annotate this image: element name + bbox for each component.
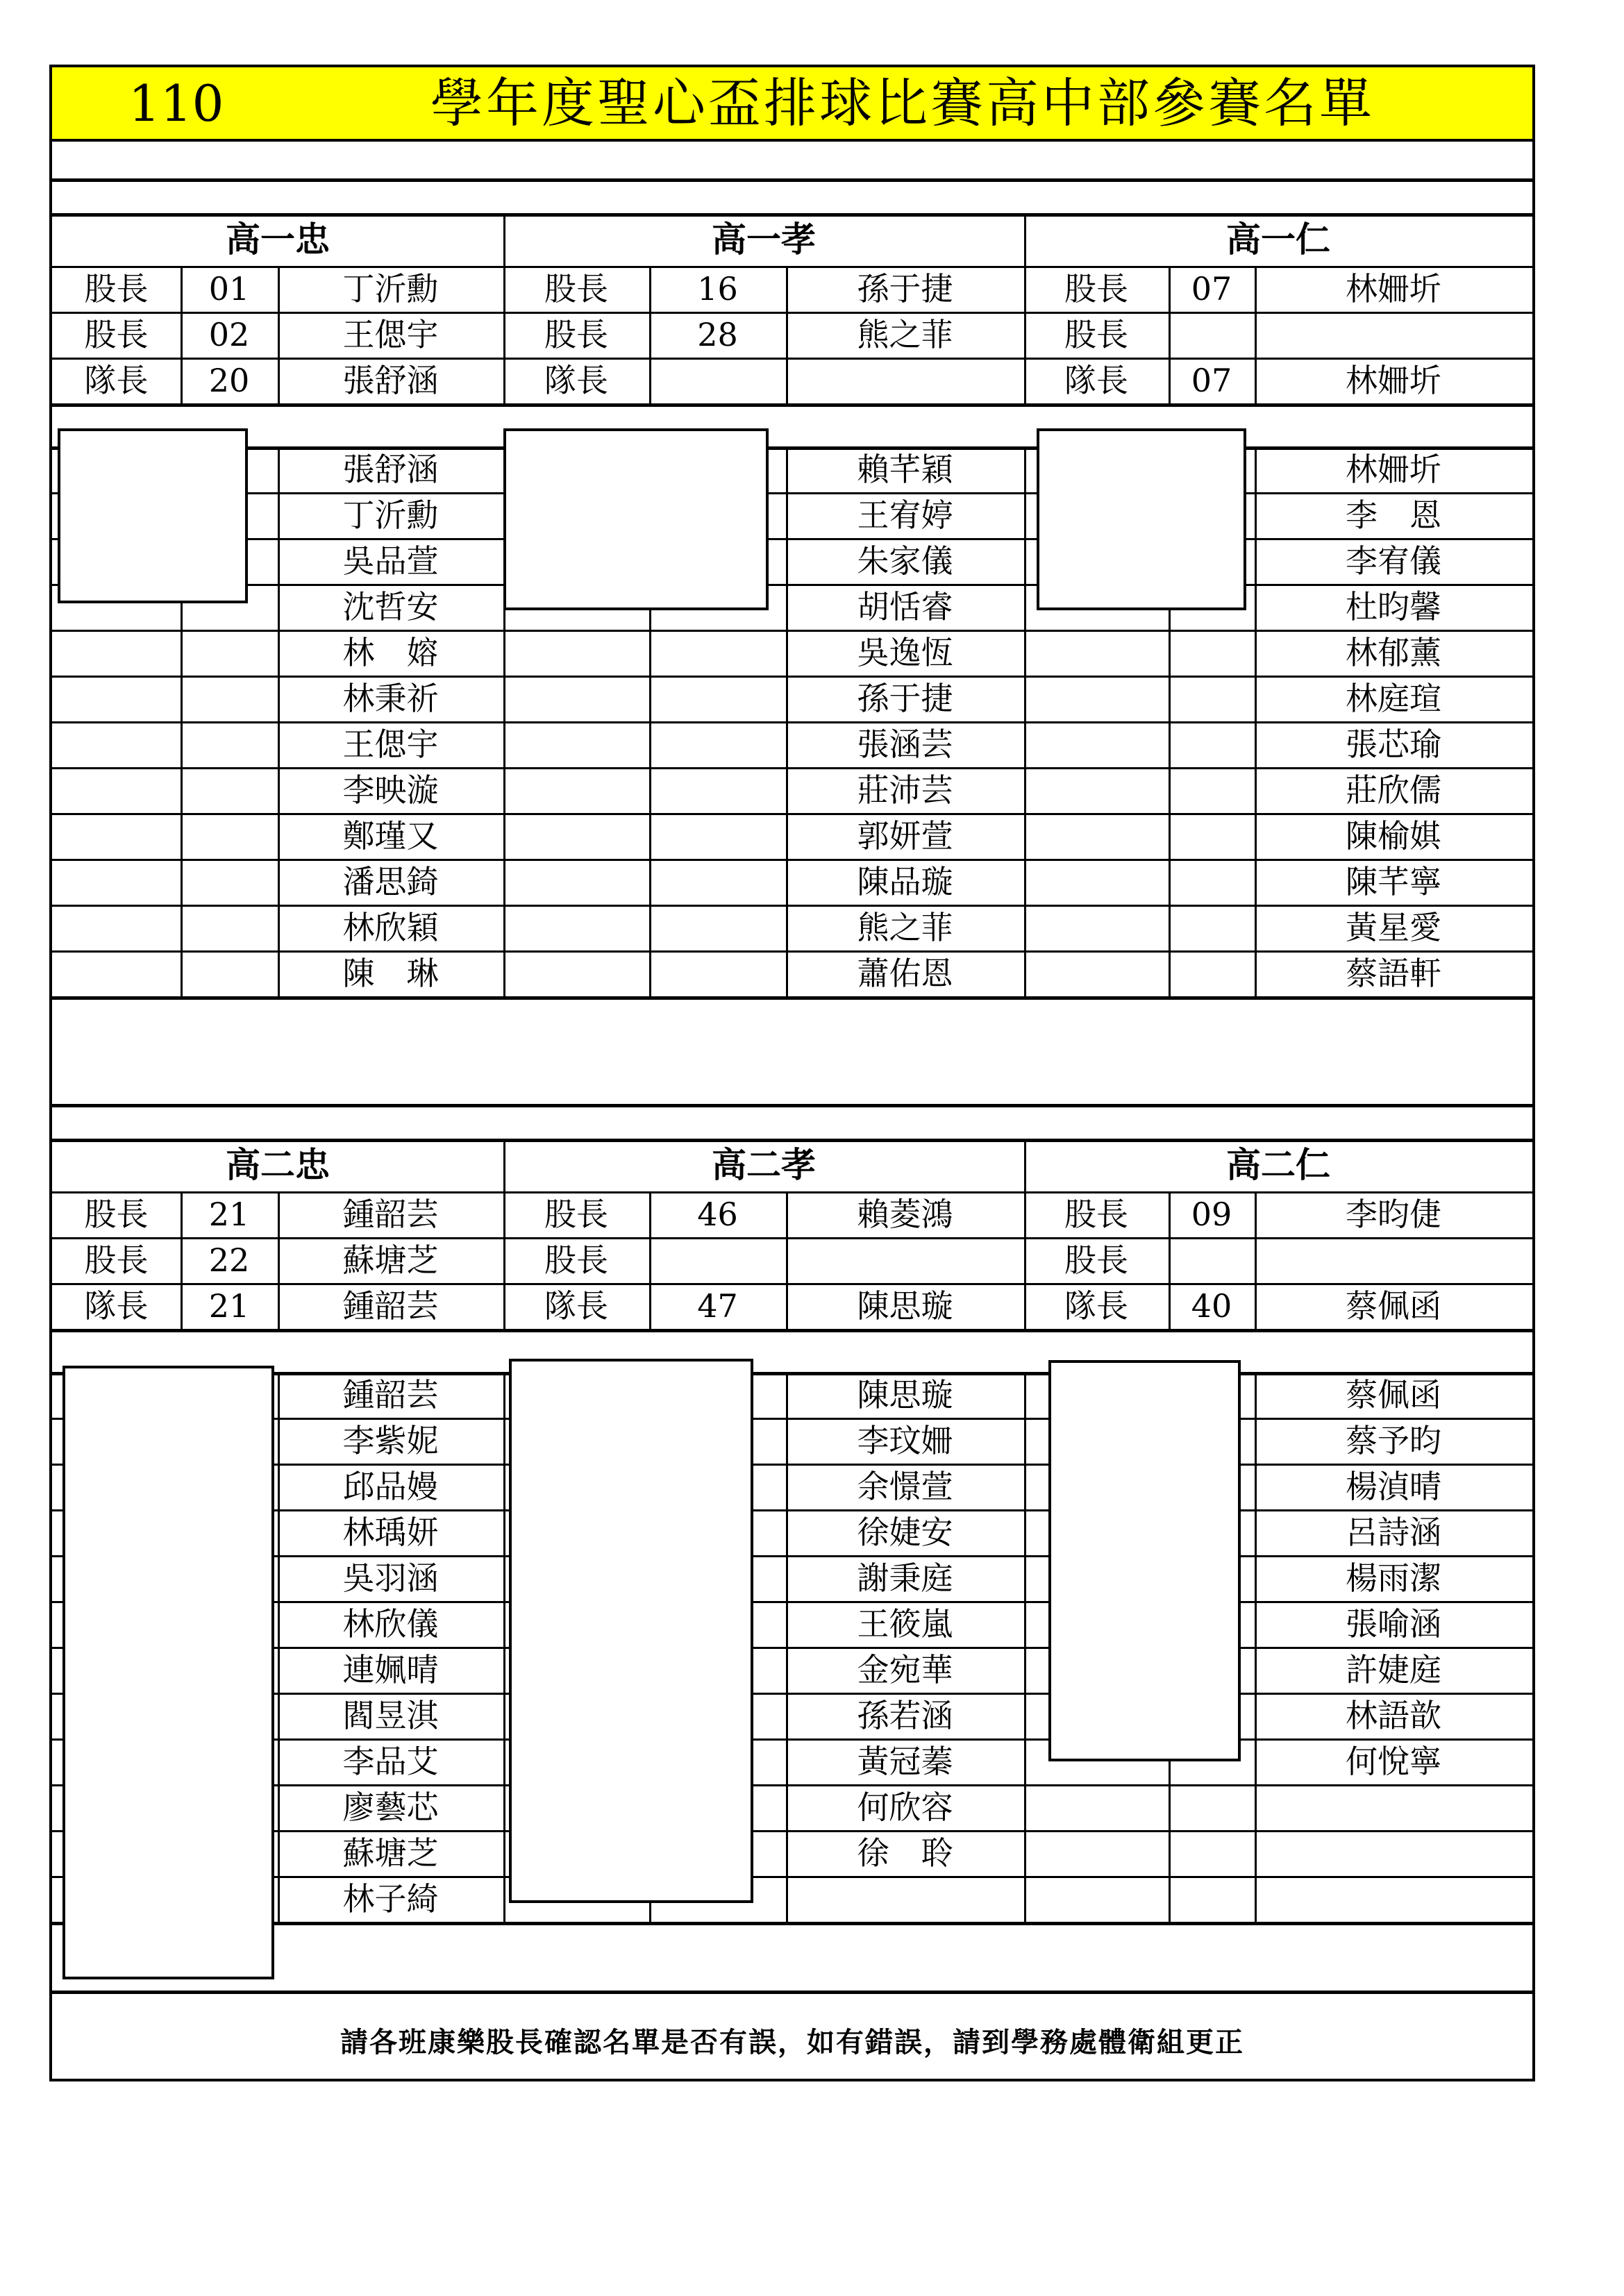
redaction-box — [1037, 428, 1246, 610]
player-name: 丁沂勳 — [342, 496, 439, 534]
player-name — [1255, 1830, 1532, 1876]
officer-name: 李昀倢 — [1346, 1196, 1441, 1233]
player-name: 王宥婷 — [857, 496, 953, 534]
title-bar — [52, 67, 1532, 142]
column-divider — [649, 266, 651, 403]
officer-name: 丁沂勳 — [342, 270, 439, 308]
row-divider — [52, 1329, 1532, 1332]
redaction-box — [1048, 1360, 1241, 1761]
player-name: 朱家儀 — [857, 542, 953, 580]
officer-number: 09 — [1191, 1196, 1232, 1233]
column-divider — [1169, 266, 1171, 403]
officer-role: 隊長 — [544, 362, 608, 399]
player-name: 吳羽涵 — [342, 1559, 439, 1597]
player-name: 陳 琳 — [342, 955, 439, 992]
player-name: 楊湞晴 — [1346, 1468, 1441, 1505]
officer-name: 鍾韶芸 — [342, 1196, 439, 1233]
officer-role: 股長 — [1064, 1241, 1128, 1279]
officer-name: 熊之菲 — [857, 316, 953, 353]
officer-role: 隊長 — [84, 362, 149, 399]
officer-name: 賴菱鴻 — [857, 1196, 953, 1233]
player-name: 李 恩 — [1346, 496, 1441, 534]
player-name: 呂詩涵 — [1346, 1514, 1441, 1551]
player-name: 許婕庭 — [1346, 1651, 1441, 1689]
player-name: 何欣容 — [857, 1788, 953, 1826]
player-name: 孫若涵 — [857, 1697, 953, 1734]
player-name: 郭妍萱 — [857, 817, 953, 855]
officer-name — [786, 358, 1024, 403]
column-divider — [1255, 1191, 1257, 1329]
officer-number: 16 — [697, 270, 738, 308]
officer-role: 股長 — [84, 316, 149, 353]
player-name: 蔡語軒 — [1346, 955, 1441, 992]
player-name: 莊欣儒 — [1346, 771, 1441, 809]
officer-role: 隊長 — [544, 1287, 608, 1325]
player-name: 沈哲安 — [342, 588, 439, 626]
player-name: 蕭佑恩 — [857, 955, 953, 992]
officer-role: 股長 — [1064, 1196, 1128, 1233]
column-divider — [1255, 446, 1257, 996]
column-divider — [278, 446, 280, 996]
player-name: 林欣儀 — [342, 1605, 439, 1643]
column-divider — [1024, 213, 1026, 403]
redaction-box — [58, 428, 248, 603]
player-name: 楊雨潔 — [1346, 1559, 1441, 1597]
class-header: 高二忠 — [226, 1144, 330, 1185]
column-divider — [1255, 266, 1257, 403]
player-name: 徐婕安 — [857, 1514, 953, 1551]
player-name: 王筱嵐 — [857, 1605, 953, 1643]
player-name: 鍾韶芸 — [342, 1376, 439, 1414]
player-name: 蔡予昀 — [1346, 1422, 1441, 1459]
officer-number: 21 — [208, 1287, 250, 1325]
footer-note: 請各班康樂股長確認名單是否有誤，如有錯誤，請到學務處體衛組更正 — [340, 2026, 1244, 2059]
player-name: 鄭瑾又 — [342, 817, 439, 855]
player-name: 李宥儀 — [1346, 542, 1441, 580]
officer-role: 股長 — [544, 1196, 608, 1233]
player-name: 吳品萱 — [342, 542, 439, 580]
officer-number: 21 — [208, 1196, 250, 1233]
officer-number — [649, 358, 786, 403]
column-divider — [278, 266, 280, 403]
player-name: 何悅寧 — [1346, 1743, 1441, 1780]
officer-role: 股長 — [1064, 316, 1128, 353]
column-divider — [181, 1191, 183, 1329]
player-name: 黃星愛 — [1346, 909, 1441, 946]
officer-number: 40 — [1191, 1287, 1232, 1325]
player-name: 蘇塘芝 — [342, 1834, 439, 1872]
officer-name: 張舒涵 — [342, 362, 439, 399]
player-name: 張涵芸 — [857, 726, 953, 763]
class-header: 高一孝 — [712, 219, 816, 260]
player-name: 林欣穎 — [342, 909, 439, 946]
column-divider — [1024, 1372, 1026, 1922]
officer-name — [1255, 312, 1532, 358]
column-divider — [786, 266, 788, 403]
player-name: 李品艾 — [342, 1743, 439, 1780]
player-name: 潘思錡 — [342, 863, 439, 900]
officer-name — [786, 1237, 1024, 1283]
player-name: 李玟姍 — [857, 1422, 953, 1459]
officer-number — [1169, 312, 1255, 358]
player-name: 林庭瑄 — [1346, 680, 1441, 717]
officer-number: 20 — [208, 362, 250, 399]
player-name: 杜昀馨 — [1346, 588, 1441, 626]
player-name: 莊沛芸 — [857, 771, 953, 809]
player-name: 連姵晴 — [342, 1651, 439, 1689]
player-name: 金宛華 — [857, 1651, 953, 1689]
row-divider — [52, 996, 1532, 1000]
player-name: 林郁薰 — [1346, 634, 1441, 671]
column-divider — [1024, 1139, 1026, 1329]
column-divider — [786, 1372, 788, 1922]
class-header: 高二仁 — [1226, 1144, 1330, 1185]
officer-number — [1169, 1237, 1255, 1283]
column-divider — [181, 266, 183, 403]
player-name: 熊之菲 — [857, 909, 953, 946]
class-header: 高一忠 — [226, 219, 330, 260]
player-name — [1255, 1876, 1532, 1922]
officer-number — [649, 1237, 786, 1283]
player-name — [1255, 1784, 1532, 1830]
officer-role: 股長 — [544, 316, 608, 353]
class-header: 高二孝 — [712, 1144, 816, 1185]
column-divider — [278, 1191, 280, 1329]
player-name: 孫于捷 — [857, 680, 953, 717]
officer-name: 林姍圻 — [1346, 362, 1441, 399]
redaction-box — [62, 1366, 274, 1979]
officer-number: 02 — [208, 316, 250, 353]
column-divider — [503, 1139, 505, 1329]
player-name: 廖藝芯 — [342, 1788, 439, 1826]
player-name: 陳品璇 — [857, 863, 953, 900]
player-name: 閻昱淇 — [342, 1697, 439, 1734]
player-name: 賴芊穎 — [857, 451, 953, 488]
player-name: 陳芊寧 — [1346, 863, 1441, 900]
officer-role: 隊長 — [1064, 362, 1128, 399]
column-divider — [1169, 1191, 1171, 1329]
player-name: 張舒涵 — [342, 451, 439, 488]
player-name: 林姍圻 — [1346, 451, 1441, 488]
column-divider — [1255, 1372, 1257, 1922]
officer-number: 07 — [1191, 362, 1232, 399]
officer-role: 隊長 — [1064, 1287, 1128, 1325]
row-divider — [52, 403, 1532, 407]
player-name: 邱品嫚 — [342, 1468, 439, 1505]
redaction-box — [509, 1359, 753, 1903]
officer-role: 隊長 — [84, 1287, 149, 1325]
player-name: 陳思璇 — [857, 1376, 953, 1414]
officer-name — [1255, 1237, 1532, 1283]
officer-name: 鍾韶芸 — [342, 1287, 439, 1325]
player-name: 胡恬睿 — [857, 588, 953, 626]
officer-number: 46 — [697, 1196, 738, 1233]
column-divider — [503, 1372, 505, 1922]
officer-number: 07 — [1191, 270, 1232, 308]
officer-role: 股長 — [544, 1241, 608, 1279]
column-divider — [786, 446, 788, 996]
column-divider — [786, 1191, 788, 1329]
officer-name: 孫于捷 — [857, 270, 953, 308]
column-divider — [278, 1372, 280, 1922]
roster-sheet — [49, 65, 1535, 2081]
officer-number: 47 — [697, 1287, 738, 1325]
player-name: 林瑀妍 — [342, 1514, 439, 1551]
player-name: 張芯瑜 — [1346, 726, 1441, 763]
player-name: 林 嫆 — [342, 634, 439, 671]
player-name: 吳逸恆 — [857, 634, 953, 671]
player-name: 林秉祈 — [342, 680, 439, 717]
officer-role: 股長 — [84, 270, 149, 308]
player-name: 林子綺 — [342, 1880, 439, 1918]
column-divider — [1024, 446, 1026, 996]
officer-number: 01 — [208, 270, 250, 308]
page-title: 學年度聖心盃排球比賽高中部參賽名單 — [430, 72, 1375, 134]
player-name: 余憬萱 — [857, 1468, 953, 1505]
column-divider — [649, 1191, 651, 1329]
officer-name: 蘇塘芝 — [342, 1241, 439, 1279]
title-year: 110 — [128, 74, 224, 133]
column-divider — [503, 213, 505, 403]
officer-number: 28 — [697, 316, 738, 353]
player-name: 陳榆娸 — [1346, 817, 1441, 855]
officer-name: 陳思璇 — [857, 1287, 953, 1325]
row-divider — [52, 1104, 1532, 1107]
player-name: 李紫妮 — [342, 1422, 439, 1459]
officer-role: 股長 — [84, 1241, 149, 1279]
player-name: 張喻涵 — [1346, 1605, 1441, 1643]
player-name: 蔡佩函 — [1346, 1376, 1441, 1414]
row-divider — [52, 178, 1532, 182]
player-name: 王偲宇 — [342, 726, 439, 763]
officer-role: 股長 — [544, 270, 608, 308]
player-name: 李映漩 — [342, 771, 439, 809]
player-name: 徐 聆 — [857, 1834, 953, 1872]
player-name: 林語歆 — [1346, 1697, 1441, 1734]
player-name: 謝秉庭 — [857, 1559, 953, 1597]
officer-role: 股長 — [1064, 270, 1128, 308]
officer-name: 林姍圻 — [1346, 270, 1441, 308]
officer-name: 王偲宇 — [342, 316, 439, 353]
officer-name: 蔡佩函 — [1346, 1287, 1441, 1325]
officer-number: 22 — [208, 1241, 250, 1279]
officer-role: 股長 — [84, 1196, 149, 1233]
player-name: 黃冠蓁 — [857, 1743, 953, 1780]
player-name — [786, 1876, 1024, 1922]
class-header: 高一仁 — [1226, 219, 1330, 260]
redaction-box — [503, 428, 769, 610]
row-divider — [52, 1991, 1532, 1994]
